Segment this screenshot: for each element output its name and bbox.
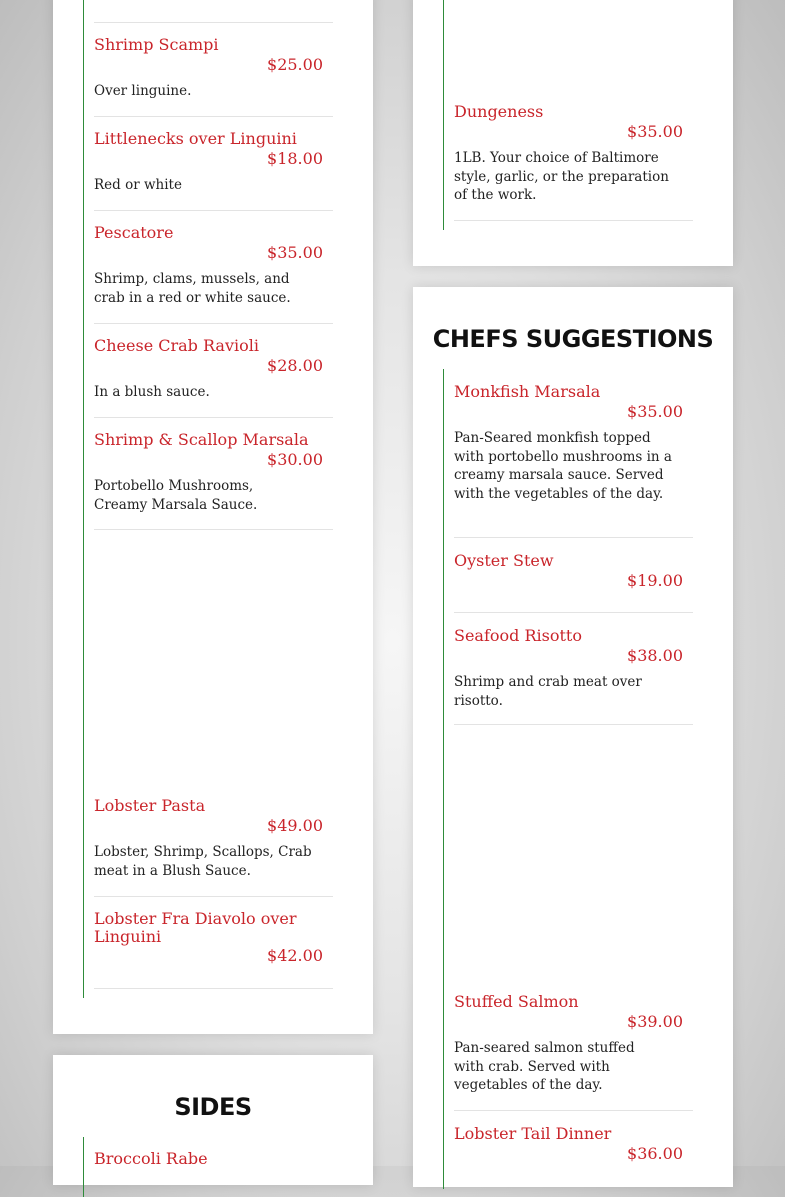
menu-item-price: $30.00 bbox=[267, 450, 323, 469]
menu-item-desc: Pan-Seared monkfish topped with portobello mushrooms in a creamy marsala sauce. Served with the vegetables of the day. bbox=[454, 430, 672, 502]
menu-item-price: $42.00 bbox=[267, 946, 323, 965]
menu-item-cheese-crab-ravioli bbox=[94, 337, 333, 418]
menu-item-lobster-tail-dinner bbox=[454, 1125, 693, 1185]
menu-item-desc: Shrimp, clams, mussels, and crab in a red or white sauce. bbox=[94, 271, 291, 306]
menu-accent-line bbox=[443, 0, 444, 230]
menu-item-stuffed-salmon bbox=[454, 993, 693, 1111]
menu-item-price: $35.00 bbox=[627, 122, 683, 141]
menu-item-desc: 1LB. Your choice of Baltimore style, garlic, or the preparation of the work. bbox=[454, 150, 669, 203]
menu-item-lobster-pasta bbox=[94, 797, 333, 897]
menu-item-name: Monkfish Marsala bbox=[454, 382, 601, 401]
menu-item-desc: In a blush sauce. bbox=[94, 384, 210, 400]
menu-item-desc: Shrimp and crab meat over risotto. bbox=[454, 674, 642, 709]
section-title-chefs-suggestions: CHEFS SUGGESTIONS bbox=[432, 325, 714, 353]
menu-item-price: $35.00 bbox=[627, 402, 683, 421]
menu-item-name: Dungeness bbox=[454, 102, 544, 121]
menu-item-name: Seafood Risotto bbox=[454, 626, 582, 645]
menu-item-desc: Over linguine. bbox=[94, 83, 192, 99]
menu-item-desc: Portobello Mushrooms, Creamy Marsala Sauce. bbox=[94, 478, 258, 513]
menu-item-pescatore bbox=[94, 224, 333, 324]
menu-item-price: $35.00 bbox=[267, 243, 323, 262]
menu-accent-line bbox=[83, 0, 84, 998]
menu-item-price: $25.00 bbox=[267, 55, 323, 74]
menu-item-name: Lobster Fra Diavolo over Linguini bbox=[94, 909, 297, 946]
menu-item-name: Lobster Tail Dinner bbox=[454, 1124, 612, 1143]
menu-item-price: $18.00 bbox=[267, 149, 323, 168]
menu-item-name: Lobster Pasta bbox=[94, 796, 206, 815]
menu-item-desc: Pan-seared salmon stuffed with crab. Served with vegetables of the day. bbox=[454, 1040, 635, 1093]
menu-item-seafood-risotto bbox=[454, 627, 693, 725]
menu-divider bbox=[94, 22, 333, 23]
menu-item-dungeness bbox=[454, 103, 693, 221]
menu-item-price: $19.00 bbox=[627, 571, 683, 590]
menu-item-name: Cheese Crab Ravioli bbox=[94, 336, 259, 355]
menu-item-name: Broccoli Rabe bbox=[94, 1149, 208, 1168]
menu-item-price: $49.00 bbox=[267, 816, 323, 835]
menu-item-price: $36.00 bbox=[627, 1144, 683, 1163]
menu-item-price: $28.00 bbox=[267, 356, 323, 375]
seafood-menu-card bbox=[413, 0, 733, 266]
menu-item-desc: Lobster, Shrimp, Scallops, Crab meat in a Blush Sauce. bbox=[94, 844, 312, 879]
menu-item-littlenecks bbox=[94, 130, 333, 211]
menu-item-price: $38.00 bbox=[627, 646, 683, 665]
chefs-suggestions-card bbox=[413, 287, 733, 1187]
menu-item-name: Oyster Stew bbox=[454, 551, 554, 570]
menu-item-name: Shrimp Scampi bbox=[94, 35, 219, 54]
menu-item-name: Pescatore bbox=[94, 223, 174, 242]
menu-item-lobster-fra-diavolo bbox=[94, 910, 333, 989]
menu-item-shrimp-scallop-marsala bbox=[94, 431, 333, 530]
menu-item-monkfish-marsala bbox=[454, 383, 693, 538]
menu-item-shrimp-scampi bbox=[94, 36, 333, 117]
menu-accent-line bbox=[443, 369, 444, 1189]
menu-item-name: Stuffed Salmon bbox=[454, 992, 579, 1011]
menu-item-name: Littlenecks over Linguini bbox=[94, 129, 297, 148]
section-title-sides: SIDES bbox=[174, 1093, 252, 1121]
menu-accent-line bbox=[83, 1137, 84, 1197]
menu-item-name: Shrimp & Scallop Marsala bbox=[94, 430, 309, 449]
pasta-menu-card bbox=[53, 0, 373, 1034]
menu-item-desc: Red or white bbox=[94, 177, 182, 193]
menu-item-price: $39.00 bbox=[627, 1012, 683, 1031]
menu-item-oyster-stew bbox=[454, 552, 693, 613]
